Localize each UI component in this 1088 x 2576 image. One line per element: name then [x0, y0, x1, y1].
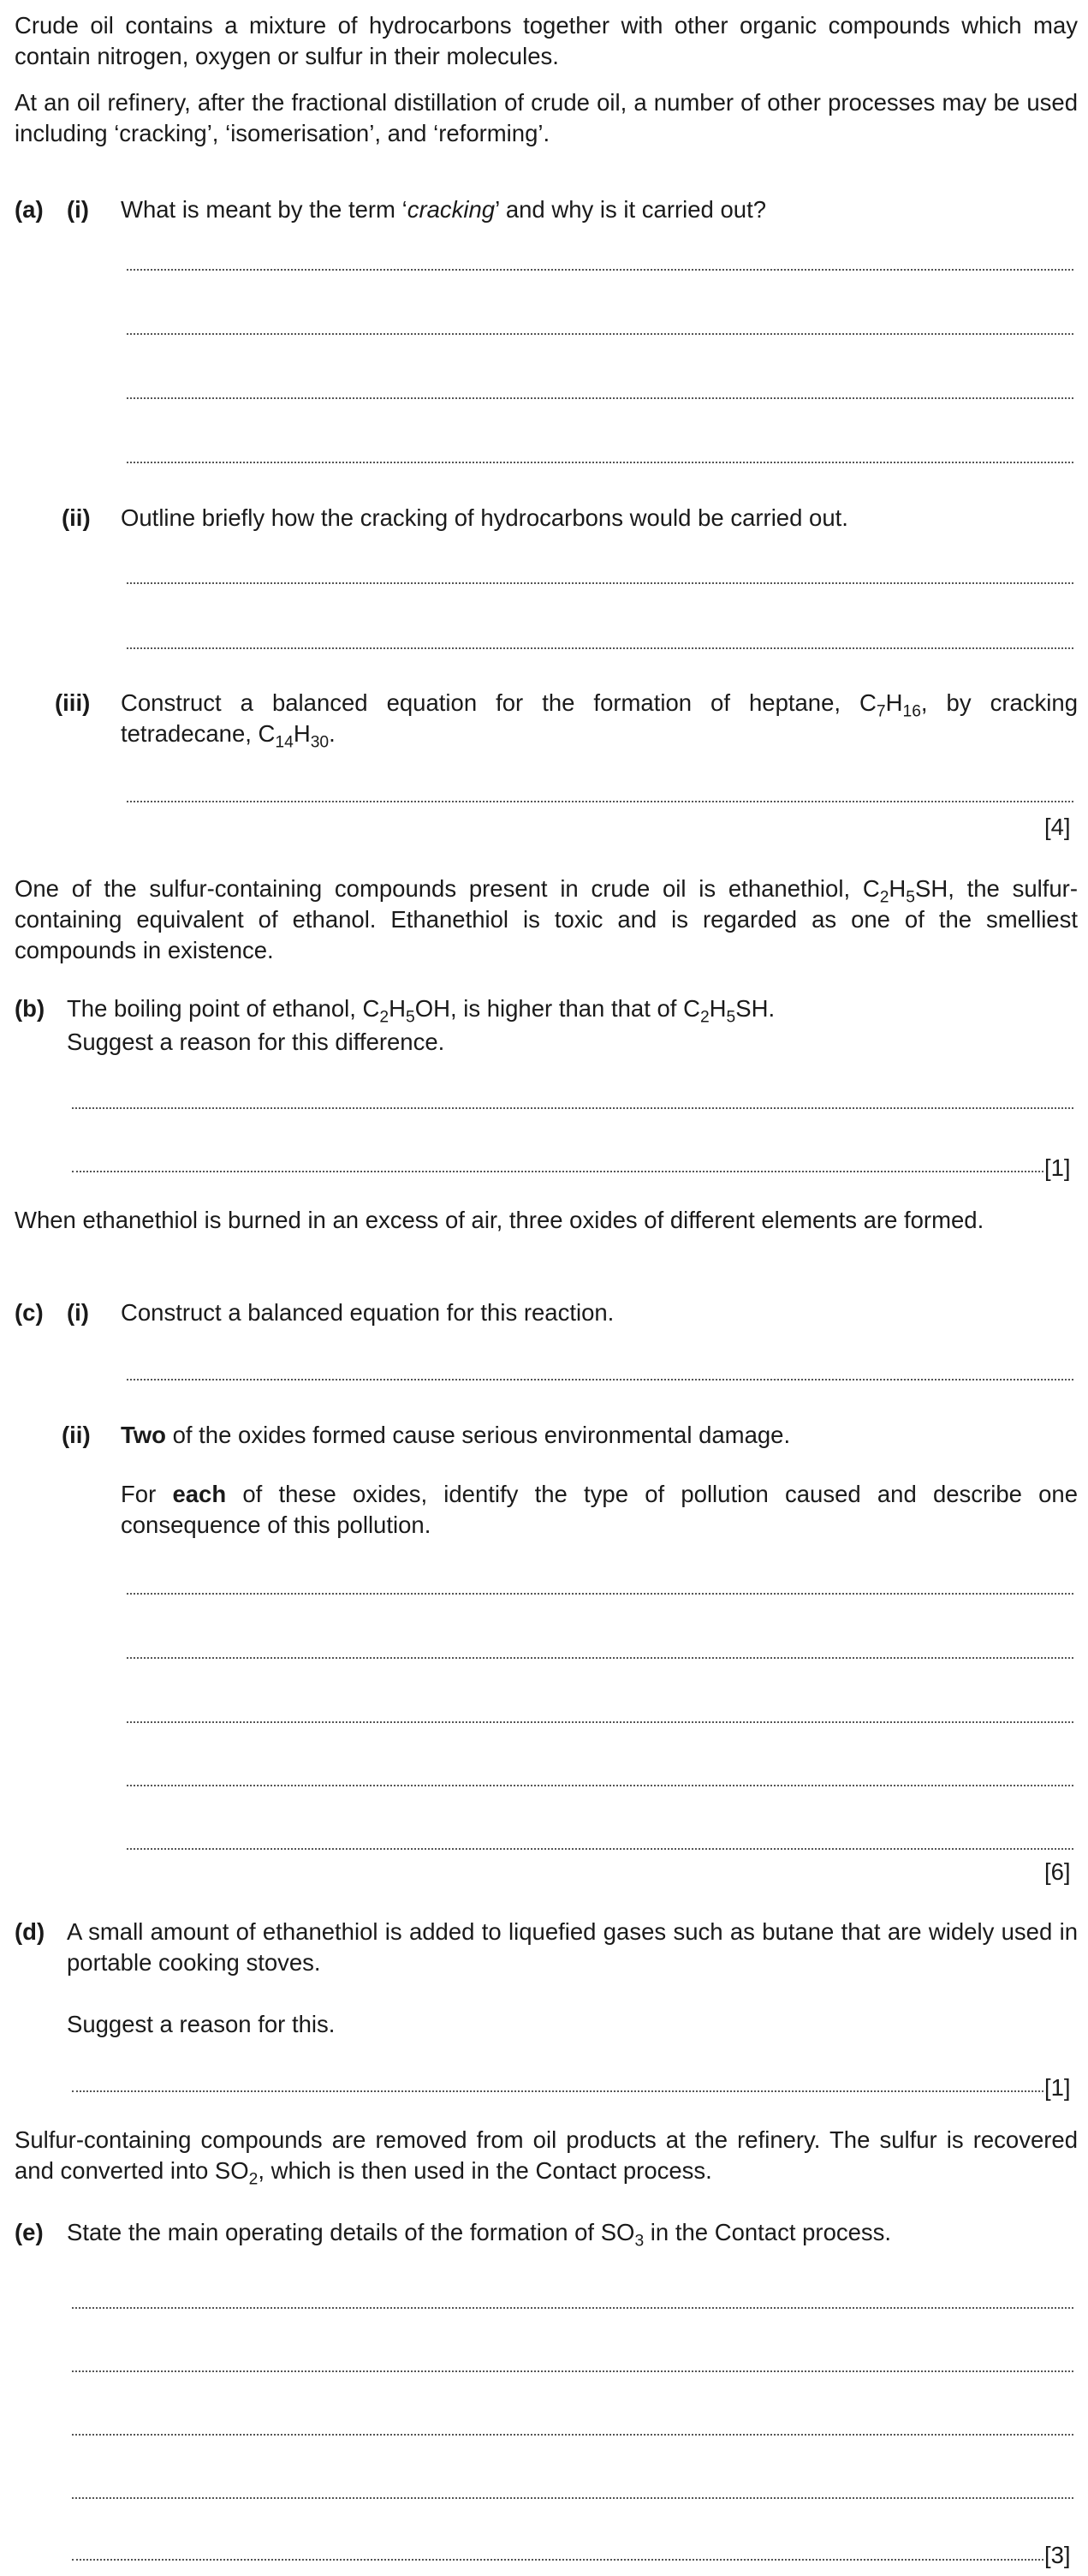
question-text: For	[121, 1481, 173, 1507]
answer-line-c-ii-1[interactable]	[127, 1593, 1073, 1595]
part-c-ii-question-line-1	[121, 1420, 790, 1451]
part-a-iii-label: (iii)	[55, 689, 91, 716]
answer-line-e-4[interactable]	[72, 2497, 1073, 2499]
intro-paragraph-1: Crude oil contains a mixture of hydrocarbons together with other organic compounds which may contain nitrogen, oxygen or sulfur in their molecules.	[15, 12, 1078, 69]
subscript: 2	[379, 1008, 389, 1027]
paragraph-text: Sulfur-containing compounds are removed from oil products at the refinery. The sulfur is recovered and converted into SO	[15, 2126, 1078, 2184]
part-b-question-line-2: Suggest a reason for this difference.	[67, 1029, 445, 1055]
emphasis-two: Two	[121, 1422, 166, 1448]
part-d-question-line-2: Suggest a reason for this.	[67, 2011, 336, 2037]
question-text: State the main operating details of the formation of SO	[67, 2219, 635, 2245]
part-a-i-label: (i)	[67, 196, 89, 223]
subscript: 5	[405, 1008, 415, 1027]
answer-line-e-3[interactable]	[72, 2434, 1073, 2436]
subscript: 2	[879, 888, 889, 907]
part-b-label: (b)	[15, 995, 45, 1022]
part-c-ii-question-para-2	[121, 1479, 1078, 1541]
part-e-label: (e)	[15, 2219, 44, 2245]
paragraph-text: , which is then used in the Contact process.	[258, 2157, 712, 2184]
paragraph-text: H	[889, 875, 907, 902]
answer-line-c-ii-5[interactable]	[127, 1848, 1073, 1850]
question-text: H	[389, 995, 406, 1022]
intro-paragraph-2: At an oil refinery, after the fractional distillation of crude oil, a number of other processes may be used including ‘cracking’, ‘isomerisation’, and ‘reforming’.	[15, 89, 1078, 146]
part-a-ii-question: Outline briefly how the cracking of hydrocarbons would be carried out.	[121, 504, 848, 531]
part-a-label: (a)	[15, 196, 44, 223]
answer-line-b-2[interactable]	[72, 1171, 1043, 1172]
subscript: 3	[634, 2232, 645, 2251]
part-e-question	[67, 2217, 892, 2251]
answer-line-e-2[interactable]	[72, 2370, 1073, 2372]
subscript: 2	[699, 1008, 710, 1027]
emphasis-each: each	[172, 1481, 227, 1507]
answer-line-a-ii-1[interactable]	[127, 582, 1073, 584]
question-text: of these oxides, identify the type of pollution caused and describe one consequence of this pollution.	[121, 1481, 1078, 1538]
paragraph-text: One of the sulfur-containing compounds present in crude oil is ethanethiol, C	[15, 875, 880, 902]
answer-line-c-ii-4[interactable]	[127, 1785, 1073, 1786]
question-text: Construct a balanced equation for the formation of heptane, C	[121, 689, 877, 716]
paragraph-text: SH, the sulfur-containing equivalent of ethanol. Ethanethiol is toxic and is regarded as one of the smelliest compounds in existence.	[15, 875, 1078, 963]
marks-d: [1]	[1044, 2074, 1071, 2101]
question-text: in the Contact process.	[644, 2219, 892, 2245]
question-text: .	[329, 720, 336, 747]
question-text: H	[709, 995, 727, 1022]
answer-line-c-ii-3[interactable]	[127, 1721, 1073, 1723]
question-text: The boiling point of ethanol, C	[67, 995, 380, 1022]
subscript: 5	[726, 1008, 736, 1027]
answer-line-c-i-1[interactable]	[127, 1379, 1073, 1380]
subscript: 30	[310, 733, 330, 752]
question-text: SH.	[735, 995, 776, 1022]
part-d-question: A small amount of ethanethiol is added to liquefied gases such as butane that are widely used in portable cooking stoves.	[67, 1918, 1078, 1976]
subscript: 7	[876, 702, 886, 721]
part-a-iii-question	[121, 688, 1079, 752]
question-text: ’ and why is it carried out?	[495, 196, 767, 223]
answer-line-c-ii-2[interactable]	[127, 1657, 1073, 1659]
part-c-label: (c)	[15, 1299, 44, 1326]
part-c-ii-label: (ii)	[62, 1422, 91, 1448]
subscript: 16	[902, 702, 921, 721]
answer-line-e-1[interactable]	[72, 2307, 1073, 2309]
part-c-i-question: Construct a balanced equation for this reaction.	[121, 1299, 615, 1326]
answer-line-d-1[interactable]	[72, 2090, 1043, 2092]
marks-b: [1]	[1044, 1154, 1071, 1181]
answer-line-a-ii-2[interactable]	[127, 647, 1073, 649]
part-a-i-question	[121, 194, 766, 225]
answer-line-e-5[interactable]	[72, 2559, 1043, 2561]
part-c-i-label: (i)	[67, 1299, 89, 1326]
part-d-label: (d)	[15, 1918, 45, 1945]
intro-paragraph-4: When ethanethiol is burned in an excess of air, three oxides of different elements are formed.	[15, 1207, 984, 1233]
question-text: OH, is higher than that of C	[414, 995, 700, 1022]
answer-line-a-i-4[interactable]	[127, 462, 1073, 463]
subscript: 2	[248, 2170, 259, 2189]
term-cracking: cracking	[407, 196, 496, 223]
part-b-question-line-1	[67, 993, 776, 1027]
part-a-ii-label: (ii)	[62, 504, 91, 531]
marks-a: [4]	[1044, 814, 1071, 840]
answer-line-a-i-1[interactable]	[127, 269, 1073, 271]
intro-paragraph-3	[15, 874, 1078, 966]
question-text: H	[885, 689, 903, 716]
question-text: of the oxides formed cause serious environmental damage.	[165, 1422, 791, 1448]
subscript: 14	[275, 733, 294, 752]
question-text: , by cracking tetradecane, C	[121, 689, 1079, 747]
answer-line-b-1[interactable]	[72, 1107, 1073, 1109]
intro-paragraph-5	[15, 2125, 1078, 2189]
answer-line-a-iii-1[interactable]	[127, 801, 1073, 802]
answer-line-a-i-2[interactable]	[127, 333, 1073, 335]
question-text: What is meant by the term ‘	[121, 196, 407, 223]
marks-c: [6]	[1044, 1858, 1071, 1885]
subscript: 5	[906, 888, 916, 907]
question-text: H	[293, 720, 311, 747]
marks-e: [3]	[1044, 2542, 1071, 2568]
answer-line-a-i-3[interactable]	[127, 397, 1073, 399]
